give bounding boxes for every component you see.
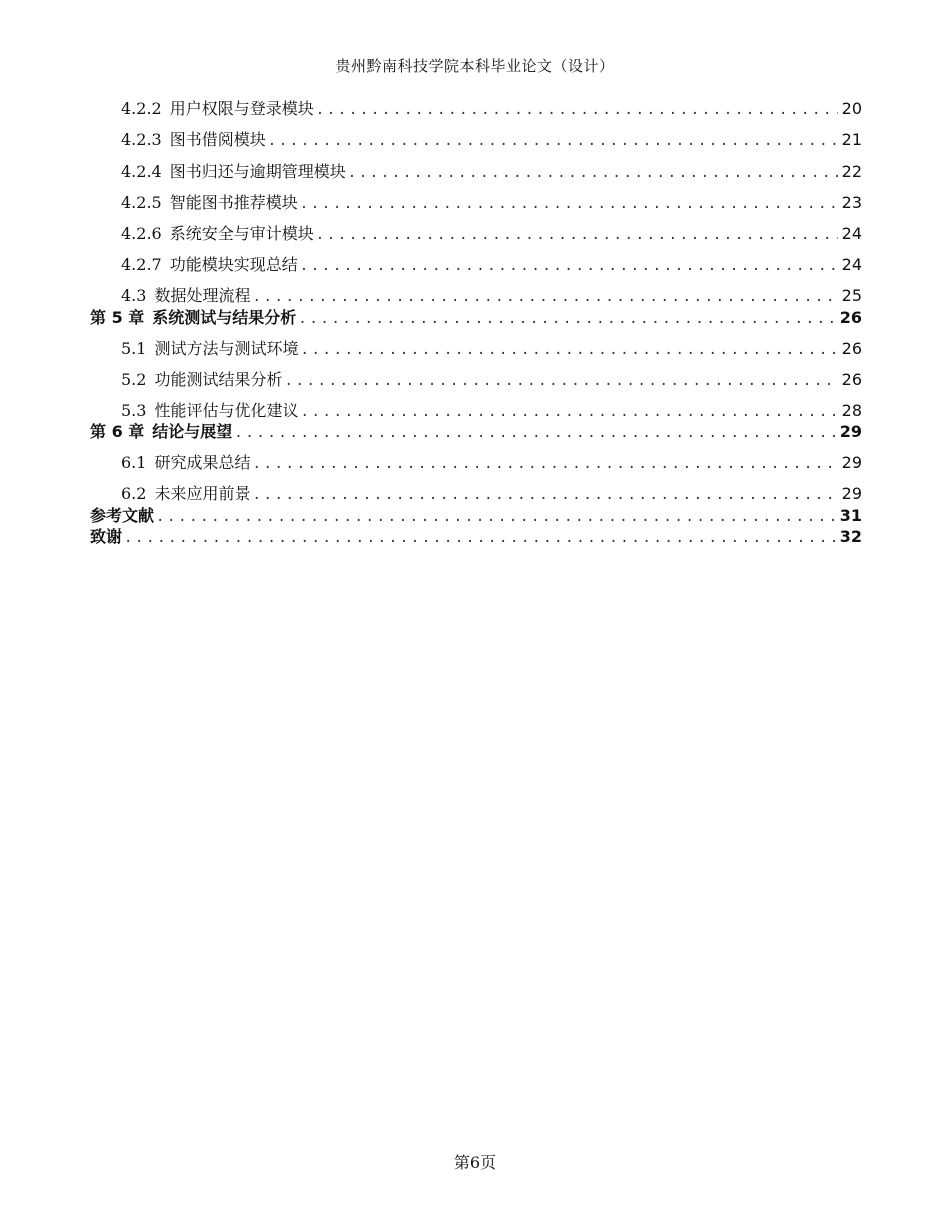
page-header: 贵州黔南科技学院本科毕业论文（设计） <box>335 57 615 75</box>
toc-entry-title: 用户权限与登录模块 <box>169 99 314 118</box>
toc-entry-title: 系统测试与结果分析 <box>152 308 297 327</box>
dot-leader <box>298 308 835 330</box>
toc-entry-number: 第 5 章 <box>90 308 145 327</box>
toc-entry-number: 4.3 <box>121 286 147 305</box>
dot-leader <box>124 527 836 549</box>
toc-entry-title: 智能图书推荐模块 <box>169 193 298 212</box>
toc-entry-number: 4.2.3 <box>121 130 162 149</box>
toc-entry-4-2-2[interactable] <box>121 98 862 120</box>
toc-entry-5-2[interactable] <box>121 369 862 391</box>
toc-entry-page: 20 <box>841 99 862 118</box>
dot-leader <box>268 130 838 152</box>
dot-leader <box>316 224 838 246</box>
toc-entry-number: 4.2.7 <box>121 255 162 274</box>
dot-leader <box>252 453 837 475</box>
dot-leader <box>284 370 837 392</box>
dot-leader <box>252 484 837 506</box>
toc-entry-title: 参考文献 <box>90 506 155 525</box>
toc-entry-title: 功能测试结果分析 <box>154 370 283 389</box>
toc-entry-title: 系统安全与审计模块 <box>169 224 314 243</box>
toc-entry-4-2-3[interactable] <box>121 129 862 151</box>
toc-entry-page: 29 <box>841 484 862 503</box>
toc-entry-title: 性能评估与优化建议 <box>154 401 299 420</box>
toc-entry-acknowledgements[interactable] <box>90 526 862 548</box>
toc-entry-4-2-6[interactable] <box>121 223 862 245</box>
dot-leader <box>300 401 837 423</box>
toc-entry-title: 研究成果总结 <box>154 453 251 472</box>
toc-entry-references[interactable] <box>90 505 862 527</box>
toc-entry-title: 结论与展望 <box>152 422 233 441</box>
toc-entry-title: 测试方法与测试环境 <box>154 339 299 358</box>
toc-entry-number: 5.2 <box>121 370 147 389</box>
toc-entry-page: 25 <box>841 286 862 305</box>
toc-entry-title: 致谢 <box>90 527 123 546</box>
dot-leader <box>300 339 837 361</box>
toc-entry-chapter-6[interactable] <box>90 421 862 443</box>
dot-leader <box>252 286 837 308</box>
toc-entry-4-2-5[interactable] <box>121 192 862 214</box>
toc-entry-5-1[interactable] <box>121 338 862 360</box>
toc-entry-page: 26 <box>839 308 862 327</box>
toc-entry-number: 5.1 <box>121 339 147 358</box>
toc-entry-number: 4.2.2 <box>121 99 162 118</box>
toc-entry-title: 图书归还与逾期管理模块 <box>169 162 346 181</box>
toc-entry-number: 6.1 <box>121 453 147 472</box>
toc-entry-title: 功能模块实现总结 <box>169 255 298 274</box>
dot-leader <box>316 99 838 121</box>
toc-entry-chapter-5[interactable] <box>90 307 862 329</box>
toc-entry-number: 6.2 <box>121 484 147 503</box>
toc-entry-page: 29 <box>839 422 862 441</box>
toc-entry-page: 21 <box>841 130 862 149</box>
toc-entry-title: 图书借阅模块 <box>169 130 266 149</box>
toc-entry-4-3[interactable] <box>121 285 862 307</box>
toc-entry-number: 5.3 <box>121 401 147 420</box>
toc-entry-number: 4.2.4 <box>121 162 162 181</box>
toc-entry-6-1[interactable] <box>121 452 862 474</box>
toc-entry-page: 22 <box>841 162 862 181</box>
toc-entry-page: 28 <box>841 401 862 420</box>
toc-entry-page: 24 <box>841 255 862 274</box>
toc-entry-4-2-7[interactable] <box>121 254 862 276</box>
toc-entry-page: 32 <box>839 527 862 546</box>
toc-entry-title: 未来应用前景 <box>154 484 251 503</box>
toc-entry-page: 26 <box>841 370 862 389</box>
toc-entry-page: 29 <box>841 453 862 472</box>
dot-leader <box>234 422 835 444</box>
toc-entry-number: 4.2.6 <box>121 224 162 243</box>
dot-leader <box>300 255 838 277</box>
toc-entry-5-3[interactable] <box>121 400 862 422</box>
toc-entry-6-2[interactable] <box>121 483 862 505</box>
toc-entry-number: 第 6 章 <box>90 422 145 441</box>
toc-entry-page: 23 <box>841 193 862 212</box>
dot-leader <box>300 193 838 215</box>
toc-entry-page: 31 <box>839 506 862 525</box>
page-number: 第6页 <box>453 1153 497 1172</box>
toc-entry-number: 4.2.5 <box>121 193 162 212</box>
toc-entry-title: 数据处理流程 <box>154 286 251 305</box>
toc-entry-page: 24 <box>841 224 862 243</box>
toc-entry-page: 26 <box>841 339 862 358</box>
toc-entry-4-2-4[interactable] <box>121 161 862 183</box>
dot-leader <box>348 162 838 184</box>
dot-leader <box>156 506 836 528</box>
